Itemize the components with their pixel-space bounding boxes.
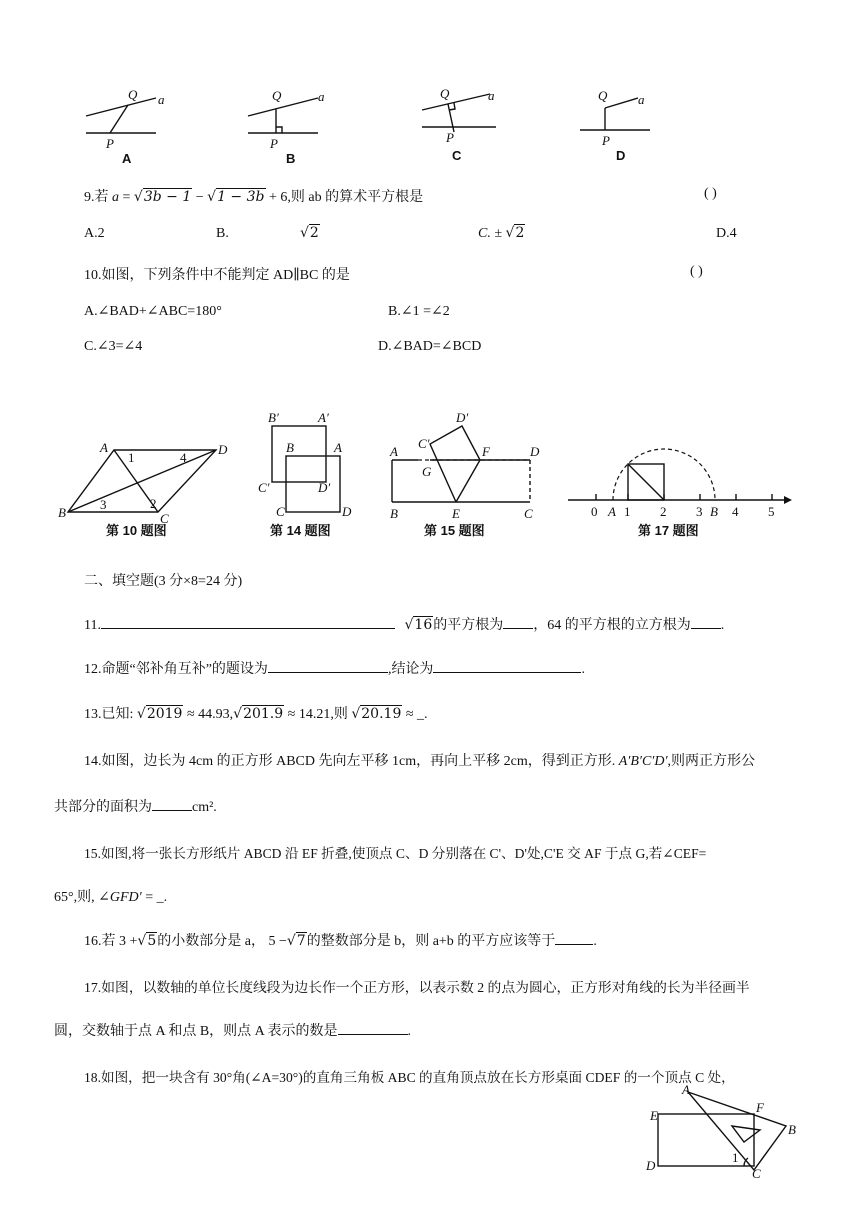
point-q: Q xyxy=(440,86,450,101)
figure-15-caption: 第 15 题图 xyxy=(424,523,485,538)
answer-blank[interactable] xyxy=(555,930,593,945)
q10-stem: 10.如图，下列条件中不能判定 AD∥BC 的是 xyxy=(84,268,350,283)
point-b-label: B xyxy=(710,504,718,519)
point-c: C xyxy=(752,1166,761,1178)
answer-blank[interactable] xyxy=(101,614,395,629)
q10-option-d: D.∠BAD=∠BCD xyxy=(378,339,482,354)
point-a: A xyxy=(100,440,108,455)
figure-15 xyxy=(384,406,546,542)
q8-figure-c xyxy=(422,86,496,163)
point-b: B xyxy=(286,440,294,455)
q10-answer-paren: ( ) xyxy=(690,264,703,279)
point-d: D xyxy=(646,1158,656,1173)
point-c-prime: C′ xyxy=(418,436,430,451)
q9-stem: 9.若 a = √3b − 1 − √1 − 3b + 6,则 ab 的算术平方根是 xyxy=(84,189,424,205)
q12: 12.命题“邻补角互补”的题设为 ,结论为 . xyxy=(84,658,585,678)
point-q: Q xyxy=(598,88,608,103)
point-q: Q xyxy=(128,87,138,102)
tick-label: 2 xyxy=(660,504,667,519)
point-b: B xyxy=(788,1122,796,1137)
point-d-prime: D′ xyxy=(456,410,469,425)
q9-option-a: A.2 xyxy=(84,226,105,241)
angle-2: 2 xyxy=(150,496,157,511)
point-b: B xyxy=(58,505,66,520)
point-f: F xyxy=(756,1100,764,1115)
option-label-b: B xyxy=(286,151,296,166)
point-p: P xyxy=(446,130,454,145)
point-f: F xyxy=(482,444,490,459)
figure-17 xyxy=(560,448,792,542)
figure-18 xyxy=(636,1082,806,1178)
point-e: E xyxy=(452,506,460,521)
q8-figure-a xyxy=(86,87,165,166)
q10-option-c: C.∠3=∠4 xyxy=(84,339,143,354)
q11: 11. √16的平方根为 ，64 的平方根的立方根为 . xyxy=(84,614,724,634)
point-a: A xyxy=(334,440,342,455)
answer-blank[interactable] xyxy=(152,796,192,811)
answer-blank[interactable] xyxy=(503,614,533,629)
tick-label: 3 xyxy=(696,504,703,519)
point-a-prime: A′ xyxy=(318,410,329,425)
point-b: B xyxy=(390,506,398,521)
figure-17-caption: 第 17 题图 xyxy=(638,523,699,538)
point-d: D xyxy=(342,504,352,519)
q9-option-b: B. xyxy=(216,226,229,241)
q16: 16.若 3 +√5的小数部分是 a， 5 −√7的整数部分是 b，则 a+b 的平方应该等于 . xyxy=(84,930,597,950)
answer-blank[interactable] xyxy=(268,658,388,673)
q8-figure-b xyxy=(248,88,325,166)
line-a: a xyxy=(318,89,325,104)
tick-label: 0 xyxy=(591,504,598,519)
q8-figure-d xyxy=(580,88,650,163)
option-label-c: C xyxy=(452,148,462,163)
angle-4: 4 xyxy=(180,450,187,465)
figure-10-caption: 第 10 题图 xyxy=(106,523,167,538)
q15-line2: 65°,则, ∠GFD′ = _. xyxy=(54,890,168,905)
point-c: C xyxy=(276,504,285,519)
option-label-a: A xyxy=(122,151,132,166)
point-a-label: A xyxy=(608,504,616,519)
tick-label: 5 xyxy=(768,504,775,519)
answer-blank[interactable] xyxy=(691,614,721,629)
point-a: A xyxy=(682,1082,690,1097)
line-a: a xyxy=(488,88,495,103)
q9-option-c: C. ± √2 xyxy=(478,225,525,241)
figure-10 xyxy=(56,436,236,542)
point-a: A xyxy=(390,444,398,459)
point-c-prime: C′ xyxy=(258,480,270,495)
option-label-d: D xyxy=(616,148,626,163)
point-g: G xyxy=(422,464,432,479)
q10-option-a: A.∠BAD+∠ABC=180° xyxy=(84,304,222,319)
q18-line1: 18.如图，把一块含有 30°角(∠A=30°)的直角三角板 ABC 的直角顶点放在长方形桌面 CDEF 的一个顶点 C 处， xyxy=(84,1070,735,1085)
point-c: C xyxy=(160,511,169,526)
point-d: D xyxy=(530,444,540,459)
point-p: P xyxy=(270,136,278,151)
figure-14 xyxy=(256,406,366,542)
figure-14-caption: 第 14 题图 xyxy=(270,523,331,538)
point-p: P xyxy=(602,133,610,148)
section-heading: 二、填空题(3 分×8=24 分) xyxy=(84,574,243,589)
line-a: a xyxy=(638,92,645,107)
sqrt-expression: √3b − 1 xyxy=(133,189,192,205)
q8-option-figures xyxy=(70,82,690,168)
q9-answer-paren: ( ) xyxy=(704,186,717,201)
point-c: C xyxy=(524,506,533,521)
point-p: P xyxy=(106,136,114,151)
point-e: E xyxy=(650,1108,658,1123)
answer-blank[interactable] xyxy=(338,1020,408,1035)
angle-3: 3 xyxy=(100,497,107,512)
q9-option-b-value: √2 xyxy=(300,225,319,241)
sqrt-expression: √1 − 3b xyxy=(207,189,265,205)
q14-line1: 14.如图，边长为 4cm 的正方形 ABCD 先向左平移 1cm，再向上平移 2cm，得到正方形. A′B′C′D′,则两正方形公 xyxy=(84,754,756,769)
tick-label: 1 xyxy=(624,504,631,519)
number-line-ticks xyxy=(596,494,772,500)
angle-1: 1 xyxy=(732,1150,739,1165)
answer-blank[interactable] xyxy=(433,658,581,673)
q9-option-d: D.4 xyxy=(716,226,737,241)
q10-option-b: B.∠1 =∠2 xyxy=(388,304,450,319)
point-b-prime: B′ xyxy=(268,410,279,425)
q13: 13.已知: √2019 ≈ 44.93,√201.9 ≈ 14.21,则 √20.19 ≈ _. xyxy=(84,706,428,722)
line-a: a xyxy=(158,92,165,107)
point-q: Q xyxy=(272,88,282,103)
point-d: D xyxy=(218,442,228,457)
tick-label: 4 xyxy=(732,504,739,519)
q14-line2: 共部分的面积为 cm². xyxy=(54,796,217,816)
q15-line1: 15.如图,将一张长方形纸片 ABCD 沿 EF 折叠,使顶点 C、D 分别落在 C'、D'处,C'E 交 AF 于点 G,若∠CEF= xyxy=(84,846,707,861)
angle-1: 1 xyxy=(128,450,135,465)
q17-line2: 圆，交数轴于点 A 和点 B，则点 A 表示的数是 . xyxy=(54,1020,411,1040)
point-d-prime: D′ xyxy=(318,480,331,495)
q17-line1: 17.如图，以数轴的单位长度线段为边长作一个正方形，以表示数 2 的点为圆心，正方形对角线的长为半径画半 xyxy=(84,980,750,995)
